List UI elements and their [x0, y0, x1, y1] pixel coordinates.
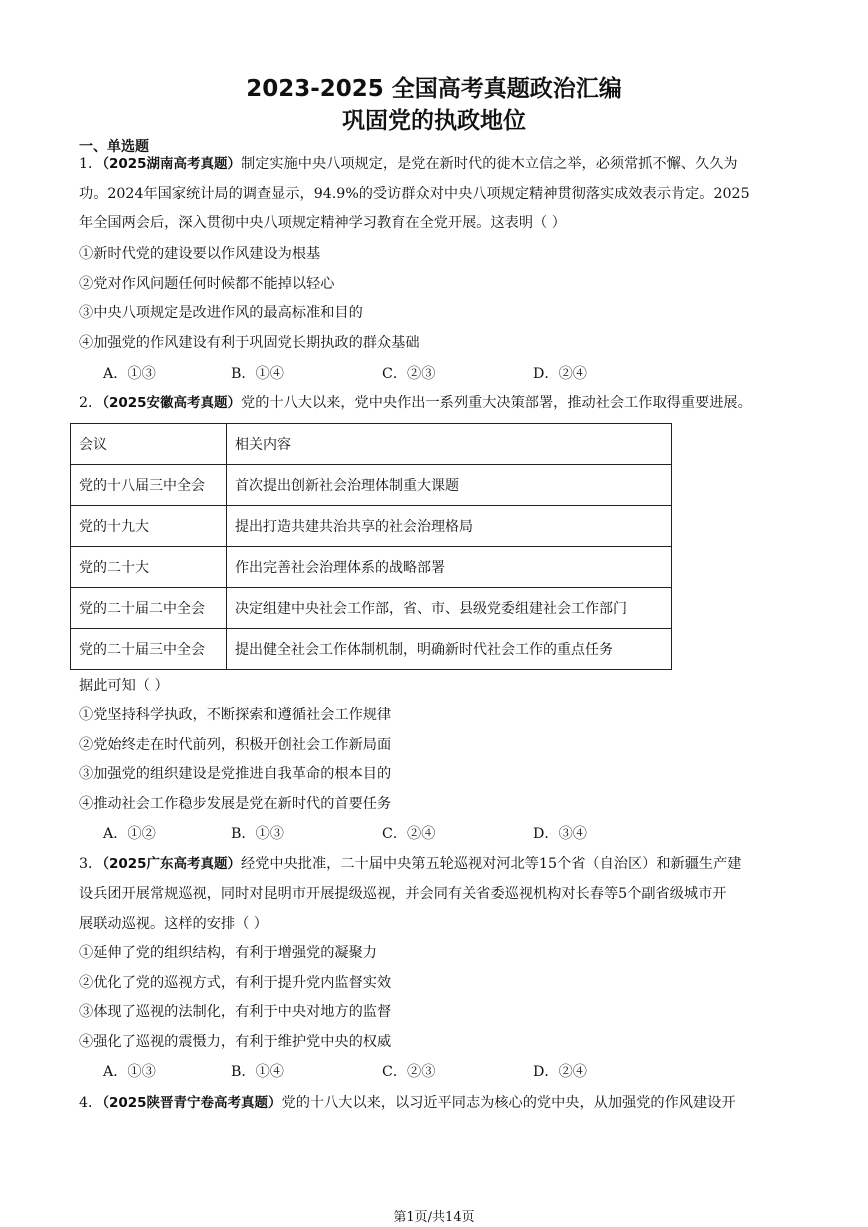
option-c: C．②③ [382, 366, 436, 382]
table-header-cell: 相关内容 [227, 424, 672, 465]
question-source: （2025陕晋青宁卷高考真题） [102, 1095, 282, 1111]
statement: ①党坚持科学执政，不断探索和遵循社会工作规律 [79, 707, 392, 723]
statement: ②党对作风问题任何时候都不能掉以轻心 [79, 276, 335, 292]
table-cell: 党的十八届三中全会 [71, 465, 227, 506]
statement: ①延伸了党的组织结构，有利于增强党的凝聚力 [79, 945, 377, 961]
table-cell: 首次提出创新社会治理体制重大课题 [227, 465, 672, 506]
statement: ④加强党的作风建设有利于巩固党长期执政的群众基础 [79, 335, 420, 351]
question-1-line-1 [79, 154, 738, 174]
statement: ④推动社会工作稳步发展是党在新时代的首要任务 [79, 796, 392, 812]
section-heading: 一、单选题 [79, 139, 149, 155]
statement: ②优化了党的巡视方式，有利于提升党内监督实效 [79, 975, 392, 991]
question-source: （2025湖南高考真题） [102, 156, 242, 172]
question-4-line-1 [79, 1093, 736, 1113]
statement: ④强化了巡视的震慑力，有利于维护党中央的权威 [79, 1034, 392, 1050]
question-3-line-2: 设兵团开展常规巡视，同时对昆明市开展提级巡视，并会同有关省委巡视机构对长春等5个副省级城市开 [79, 886, 727, 902]
table-row [71, 588, 672, 629]
option-a: A．①③ [103, 366, 156, 382]
question-stem: 党的十八大以来，以习近平同志为核心的党中央，从加强党的作风建设开 [281, 1095, 736, 1111]
statement: ③中央八项规定是改进作风的最高标准和目的 [79, 305, 363, 321]
page-subtitle: 巩固党的执政地位 [342, 108, 526, 134]
page-title: 2023-2025 全国高考真题政治汇编 [246, 76, 622, 102]
option-d: D．②④ [533, 366, 587, 382]
question-source: （2025广东高考真题） [102, 856, 242, 872]
table-cell: 作出完善社会治理体系的战略部署 [227, 547, 672, 588]
question-number: 2． [79, 395, 103, 411]
table-row [71, 465, 672, 506]
table-cell: 党的二十大 [71, 547, 227, 588]
statement: ③体现了巡视的法制化，有利于中央对地方的监督 [79, 1004, 392, 1020]
table-row [71, 506, 672, 547]
statement: ①新时代党的建设要以作风建设为根基 [79, 246, 321, 262]
question-2-prompt: 据此可知（ ） [79, 678, 169, 694]
option-d: D．③④ [533, 826, 587, 842]
option-a: A．①③ [103, 1064, 156, 1080]
option-d: D．②④ [533, 1064, 587, 1080]
option-c: C．②④ [382, 826, 436, 842]
question-1-line-2: 功。2024年国家统计局的调查显示，94.9%的受访群众对中央八项规定精神贯彻落实成效表示肯定。2025 [79, 186, 750, 202]
question-3-line-1 [79, 854, 741, 874]
question-3-line-3: 展联动巡视。这样的安排（ ） [79, 916, 268, 932]
question-stem: 制定实施中央八项规定，是党在新时代的徙木立信之举，必须常抓不懈、久久为 [241, 156, 738, 172]
meeting-table [70, 423, 672, 670]
option-c: C．②③ [382, 1064, 436, 1080]
question-2-line-1 [79, 393, 752, 413]
table-cell: 党的十九大 [71, 506, 227, 547]
statement: ③加强党的组织建设是党推进自我革命的根本目的 [79, 766, 392, 782]
question-number: 3． [79, 856, 103, 872]
question-source: （2025安徽高考真题） [102, 395, 242, 411]
question-1-line-3: 年全国两会后，深入贯彻中央八项规定精神学习教育在全党开展。这表明（ ） [79, 215, 566, 231]
statement: ②党始终走在时代前列，积极开创社会工作新局面 [79, 737, 392, 753]
option-a: A．①② [103, 826, 156, 842]
option-b: B．①③ [231, 826, 284, 842]
table-header-cell: 会议 [71, 424, 227, 465]
table-cell: 提出健全社会工作体制机制，明确新时代社会工作的重点任务 [227, 629, 672, 670]
table-cell: 党的二十届二中全会 [71, 588, 227, 629]
table-cell: 提出打造共建共治共享的社会治理格局 [227, 506, 672, 547]
table-row [71, 547, 672, 588]
table-cell: 党的二十届三中全会 [71, 629, 227, 670]
page-number: 第1页/共14页 [393, 1210, 475, 1225]
option-b: B．①④ [231, 366, 284, 382]
question-number: 1． [79, 156, 103, 172]
table-cell: 决定组建中央社会工作部，省、市、县级党委组建社会工作部门 [227, 588, 672, 629]
table-row [71, 629, 672, 670]
question-number: 4． [79, 1095, 103, 1111]
question-stem: 党的十八大以来，党中央作出一系列重大决策部署，推动社会工作取得重要进展。 [241, 395, 752, 411]
option-b: B．①④ [231, 1064, 284, 1080]
table-header-row [71, 424, 672, 465]
question-stem: 经党中央批准，二十届中央第五轮巡视对河北等15个省（自治区）和新疆生产建 [241, 856, 742, 872]
